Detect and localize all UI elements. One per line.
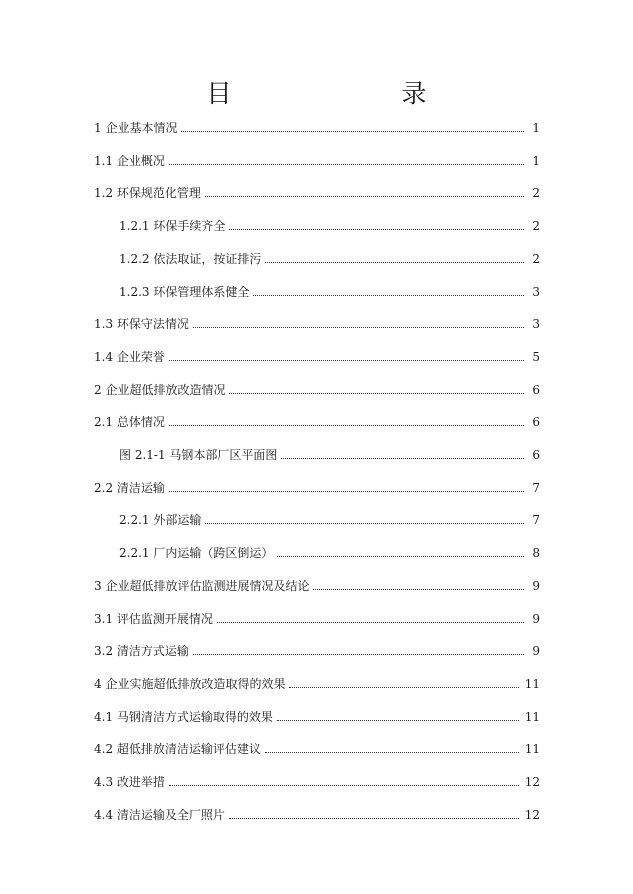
toc-dot-leader: [277, 555, 524, 557]
toc-dot-leader: [229, 392, 524, 394]
toc-dot-leader: [169, 784, 519, 786]
toc-page-number: 5: [532, 349, 540, 364]
toc-entry[interactable]: [0, 378, 633, 398]
toc-entry-label: 1.2.1 环保手续齐全: [119, 219, 226, 234]
toc-entry[interactable]: [0, 443, 633, 463]
page-title: 目 录: [206, 79, 467, 108]
toc-page-number: 8: [532, 546, 540, 561]
toc-entry-label: 4.1 马钢清洁方式运输取得的效果: [94, 709, 273, 724]
toc-page-number: 11: [524, 676, 540, 691]
toc-dot-leader: [181, 130, 524, 132]
toc-entry[interactable]: [0, 705, 633, 725]
toc-page-number: 9: [532, 578, 540, 593]
toc-page-number: 9: [532, 611, 540, 626]
toc-dot-leader: [229, 228, 524, 230]
toc-dot-leader: [169, 359, 524, 361]
toc-page-number: 6: [532, 415, 540, 430]
toc-entry-label: 1 企业基本情况: [94, 121, 178, 135]
toc-entry[interactable]: [0, 508, 633, 528]
toc-page-number: 2: [532, 186, 540, 201]
toc-page-number: 6: [532, 382, 540, 397]
toc-entry[interactable]: [0, 476, 633, 496]
toc-entry[interactable]: [0, 247, 633, 267]
toc-page-number: 12: [524, 807, 540, 822]
toc-dot-leader: [193, 326, 524, 328]
toc-entry-label: 1.2.3 环保管理体系健全: [119, 284, 250, 299]
toc-entry-label: 3 企业超低排放评估监测进展情况及结论: [94, 578, 310, 593]
toc-dot-leader: [169, 424, 524, 426]
toc-page-number: 3: [532, 317, 540, 332]
toc-page-number: 2: [532, 219, 540, 234]
toc-entry[interactable]: [0, 607, 633, 627]
toc-dot-leader: [205, 195, 524, 197]
toc-entry-label: 2.2 清洁运输: [94, 480, 165, 495]
toc-entry-label: 1.2 环保规范化管理: [94, 186, 201, 201]
toc-entry-label: 1.1 企业概况: [94, 153, 165, 168]
toc-page-number: 9: [532, 644, 540, 659]
toc-entry-label: 1.2.2 依法取证，按证排污: [119, 251, 262, 266]
toc-dot-leader: [265, 261, 524, 263]
toc-dot-leader: [289, 686, 518, 688]
toc-entry-label: 图 2.1-1 马钢本部厂区平面图: [119, 448, 278, 462]
toc-page-number: 2: [532, 251, 540, 266]
toc-entry[interactable]: [0, 737, 633, 757]
toc-dot-leader: [217, 621, 524, 623]
toc-dot-leader: [169, 163, 524, 165]
toc-entry-label: 2 企业超低排放改造情况: [94, 382, 226, 397]
toc-entry-label: 2.2.1 外部运输: [119, 513, 202, 528]
toc-entry-label: 2.2.1 厂内运输（跨区倒运）: [119, 546, 274, 561]
toc-page-number: 7: [532, 513, 540, 528]
toc-entry[interactable]: [0, 214, 633, 234]
toc-dot-leader: [265, 751, 519, 753]
toc-entry-label: 2.1 总体情况: [94, 415, 165, 430]
toc-entry[interactable]: [0, 639, 633, 659]
toc-entry[interactable]: [0, 116, 633, 136]
toc-entry[interactable]: [0, 803, 633, 823]
toc-entry[interactable]: [0, 181, 633, 201]
toc-entry[interactable]: [0, 280, 633, 300]
toc-entry-label: 1.4 企业荣誉: [94, 349, 165, 364]
toc-entry[interactable]: [0, 410, 633, 430]
toc-entry-label: 4.3 改进举措: [94, 775, 165, 789]
toc-entry-label: 4 企业实施超低排放改造取得的效果: [94, 676, 286, 691]
toc-entry-label: 4.4 清洁运输及全厂照片: [94, 807, 225, 822]
toc-entry[interactable]: [0, 770, 633, 790]
toc-page-number: 6: [532, 448, 540, 462]
toc-entry-label: 3.2 清洁方式运输: [94, 644, 189, 659]
toc-page-number: 1: [532, 121, 540, 135]
toc-entry[interactable]: [0, 574, 633, 594]
toc-entry[interactable]: [0, 312, 633, 332]
toc-page-number: 7: [532, 480, 540, 495]
toc-entry[interactable]: [0, 672, 633, 692]
toc-page-number: 11: [524, 709, 540, 724]
toc-entry[interactable]: [0, 149, 633, 169]
toc-page-number: 3: [532, 284, 540, 299]
toc-entry-label: 4.2 超低排放清洁运输评估建议: [94, 742, 261, 757]
toc-entry-label: 1.3 环保守法情况: [94, 317, 189, 332]
toc-dot-leader: [169, 490, 524, 492]
toc-page-number: 12: [524, 775, 540, 789]
toc-dot-leader: [313, 588, 524, 590]
toc-entry[interactable]: [0, 541, 633, 561]
toc-entry-label: 3.1 评估监测开展情况: [94, 611, 213, 626]
toc-page-number: 11: [524, 742, 540, 757]
toc-dot-leader: [253, 294, 524, 296]
toc-dot-leader: [205, 522, 524, 524]
toc-dot-leader: [281, 457, 524, 459]
toc-entry[interactable]: [0, 345, 633, 365]
toc-dot-leader: [277, 719, 519, 721]
toc-dot-leader: [229, 817, 519, 819]
toc-dot-leader: [193, 653, 524, 655]
toc-page-number: 1: [532, 153, 540, 168]
